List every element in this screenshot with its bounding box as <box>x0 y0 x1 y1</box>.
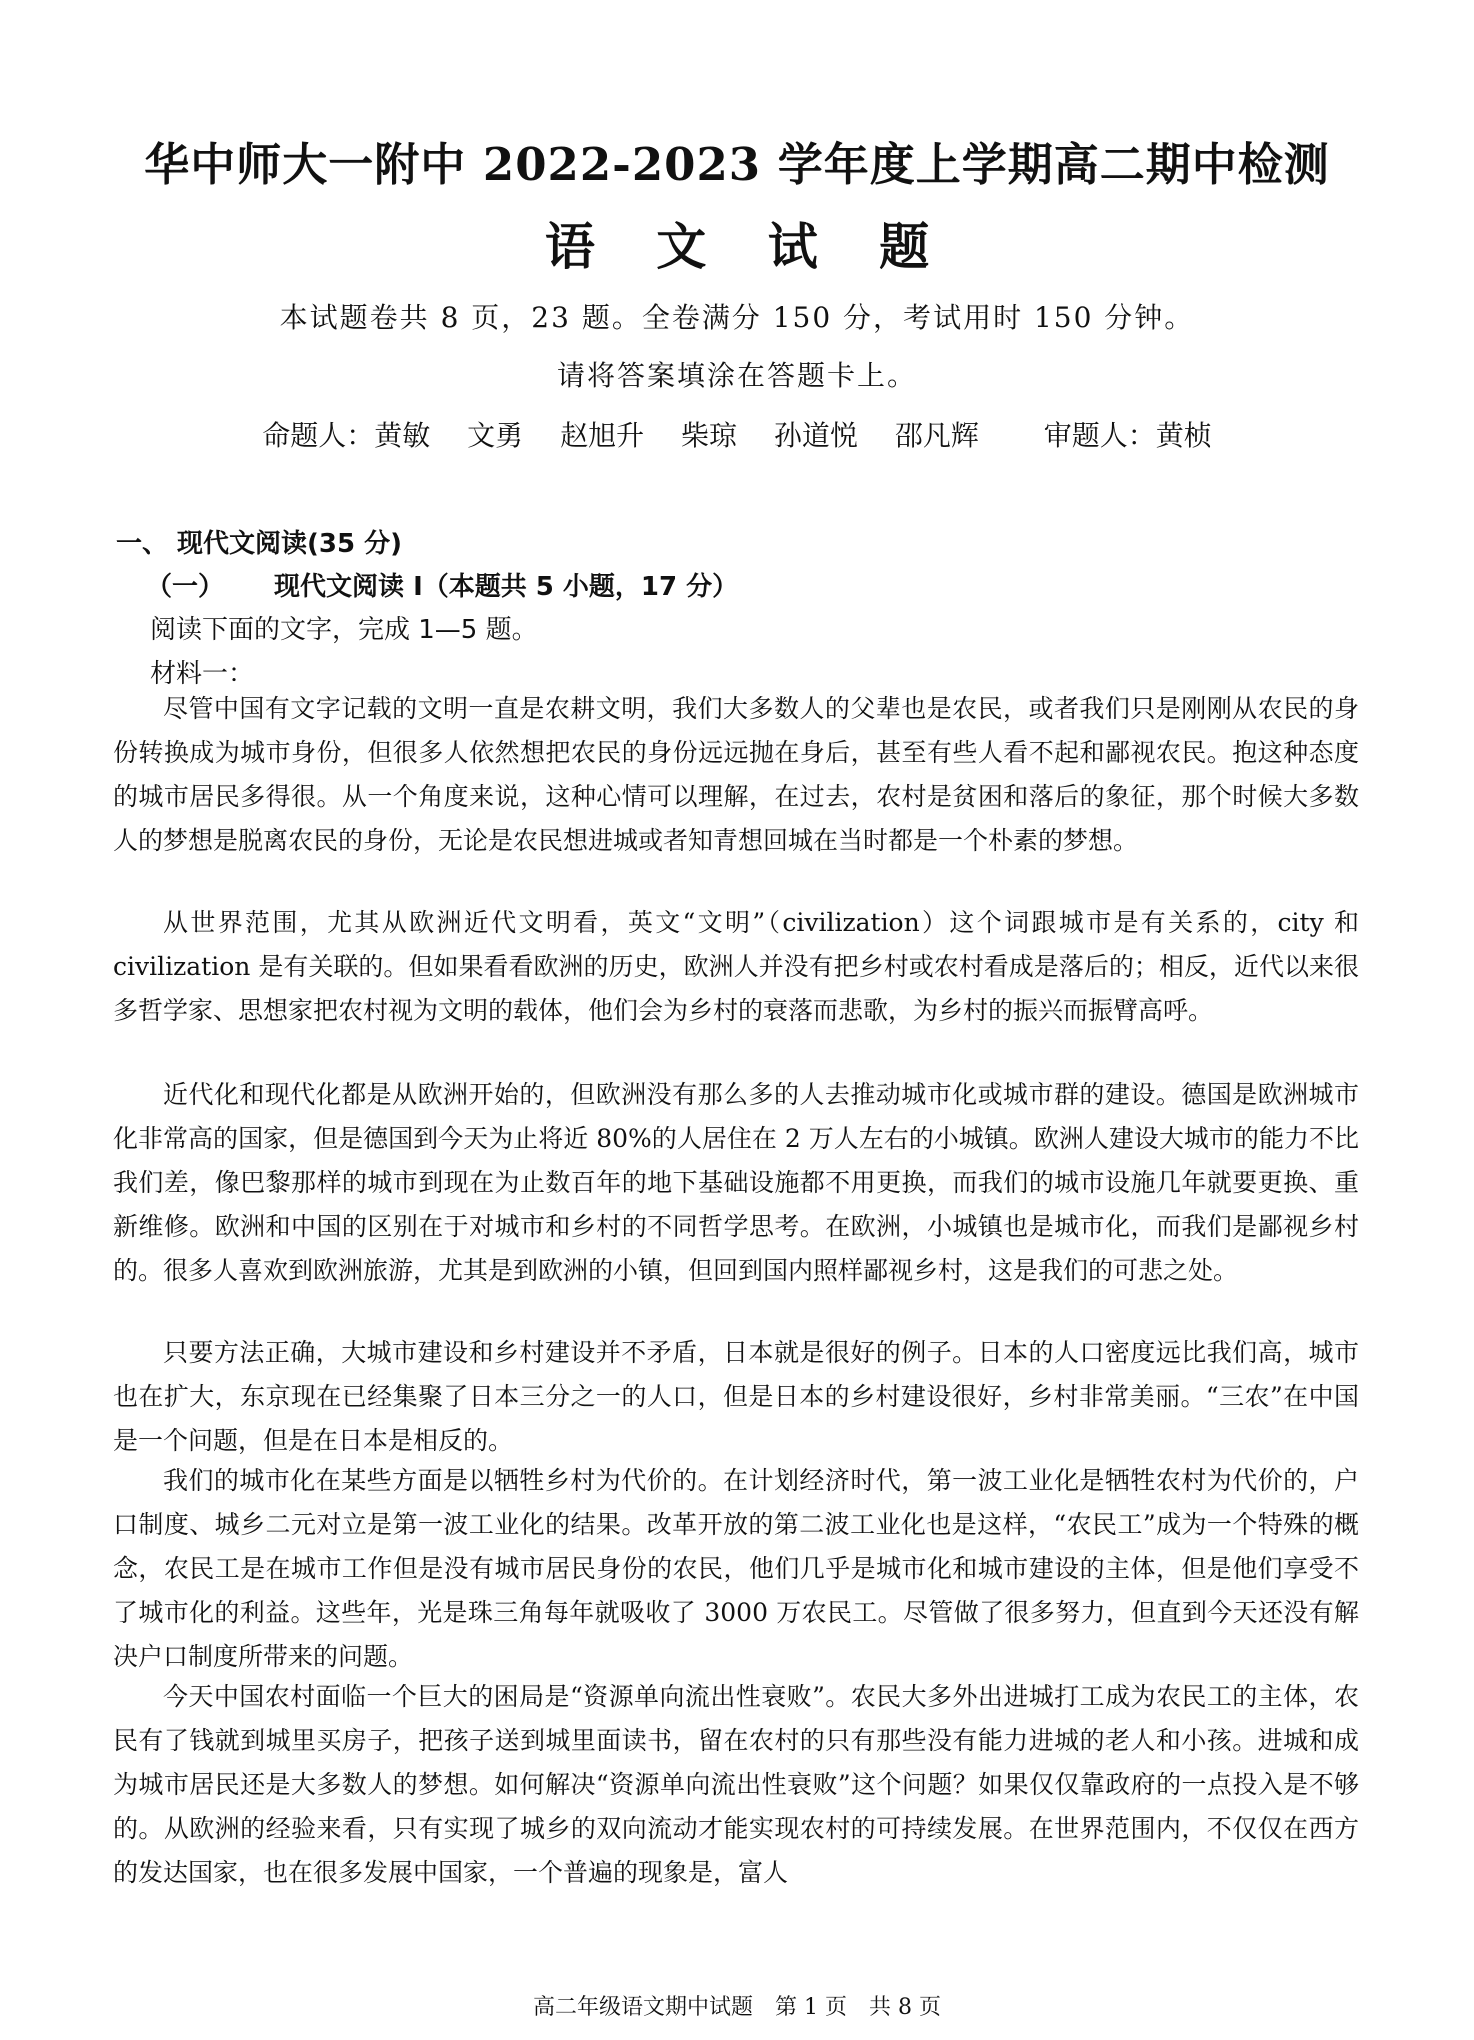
subsection-index: （一） <box>146 572 225 602</box>
setters-label: 命题人：黄敏 <box>262 419 431 452</box>
setter-name: 文勇 <box>467 419 524 452</box>
section-heading: 一、 现代文阅读(35 分) <box>116 529 403 559</box>
subject-title: 语 文 试 题 <box>544 217 952 276</box>
passage-paragraph: 我们的城市化在某些方面是以牺牲乡村为代价的。在计划经济时代，第一波工业化是牺牲农村为代价的，户口制度、城乡二元对立是第一波工业化的结果。改革开放的第二波工业化也是这样，“农民工”成为一个特殊的概念，农民工是在城市工作但是没有城市居民身份的农民，他们几乎是城市化和城市建设的主体，但是他们享受不了城市化的利益。这些年，光是珠三角每年就吸收了 3000 万农民工。尽管做了很多努力，但直到今天还没有解决户口制度所带来的问题。 <box>113 1466 1359 1671</box>
setter-name: 赵旭升 <box>560 419 645 452</box>
passage-paragraph: 从世界范围，尤其从欧洲近代文明看，英文“文明”（civilization）这个词跟城市是有关系的，city 和 civilization 是有关联的。但如果看看欧洲的历史，欧洲人并没有把乡村或农村看成是落后的；相反，近代以来很多哲学家、思想家把农村视为文明的载体，他们会为乡村的衰落而悲歌，为乡村的振兴而振臂高呼。 <box>113 908 1359 1025</box>
answer-instruction-line: 请将答案填涂在答题卡上。 <box>556 359 917 392</box>
setter-name: 孙道悦 <box>773 419 858 452</box>
passage-paragraph: 近代化和现代化都是从欧洲开始的，但欧洲没有那么多的人去推动城市化或城市群的建设。德国是欧洲城市化非常高的国家，但是德国到今天为止将近 80%的人居住在 2 万人左右的小城镇。欧洲人建设大城市的能力不比我们差，像巴黎那样的城市到现在为止数百年的地下基础设施都不用更换，而我们的城市设施几年就要更换、重新维修。欧洲和中国的区别在于对城市和乡村的不同哲学思考。在欧洲，小城镇也是城市化，而我们是鄙视乡村的。很多人喜欢到欧洲旅游，尤其是到欧洲的小镇，但回到国内照样鄙视乡村，这是我们的可悲之处。 <box>113 1080 1359 1285</box>
exam-info-line: 本试题卷共 8 页，23 题。全卷满分 150 分，考试用时 150 分钟。 <box>279 301 1195 334</box>
authors-line <box>0 414 1474 454</box>
reading-instruction: 阅读下面的文字，完成 1—5 题。 <box>150 615 538 645</box>
setter-name: 柴琼 <box>680 419 737 452</box>
reviewer: 审题人：黄桢 <box>1043 419 1212 452</box>
subsection-heading <box>146 566 738 603</box>
passage-paragraph: 尽管中国有文字记载的文明一直是农耕文明，我们大多数人的父辈也是农民，或者我们只是刚刚从农民的身份转换成为城市身份，但很多人依然想把农民的身份远远抛在身后，甚至有些人看不起和鄙视农民。抱这种态度的城市居民多得很。从一个角度来说，这种心情可以理解，在过去，农村是贫困和落后的象征，那个时候大多数人的梦想是脱离农民的身份，无论是农民想进城或者知青想回城在当时都是一个朴素的梦想。 <box>113 694 1359 855</box>
passage-paragraph: 今天中国农村面临一个巨大的困局是“资源单向流出性衰败”。农民大多外出进城打工成为农民工的主体，农民有了钱就到城里买房子，把孩子送到城里面读书，留在农村的只有那些没有能力进城的老人和小孩。进城和成为城市居民还是大多数人的梦想。如何解决“资源单向流出性衰败”这个问题？如果仅仅靠政府的一点投入是不够的。从欧洲的经验来看，只有实现了城乡的双向流动才能实现农村的可持续发展。在世界范围内，不仅仅在西方的发达国家，也在很多发展中国家，一个普遍的现象是，富人 <box>113 1682 1359 1887</box>
setter-name: 邵凡辉 <box>894 419 979 452</box>
passage-paragraph: 只要方法正确，大城市建设和乡村建设并不矛盾，日本就是很好的例子。日本的人口密度远比我们高，城市也在扩大，东京现在已经集聚了日本三分之一的人口，但是日本的乡村建设很好，乡村非常美丽。“三农”在中国是一个问题，但是在日本是相反的。 <box>113 1338 1359 1455</box>
page-footer: 高二年级语文期中试题 第 1 页 共 8 页 <box>533 1995 941 2020</box>
exam-title: 华中师大一附中 2022-2023 学年度上学期高二期中检测 <box>144 138 1330 191</box>
subsection-title: 现代文阅读 I（本题共 5 小题，17 分） <box>274 572 739 602</box>
material-label: 材料一： <box>150 659 255 689</box>
